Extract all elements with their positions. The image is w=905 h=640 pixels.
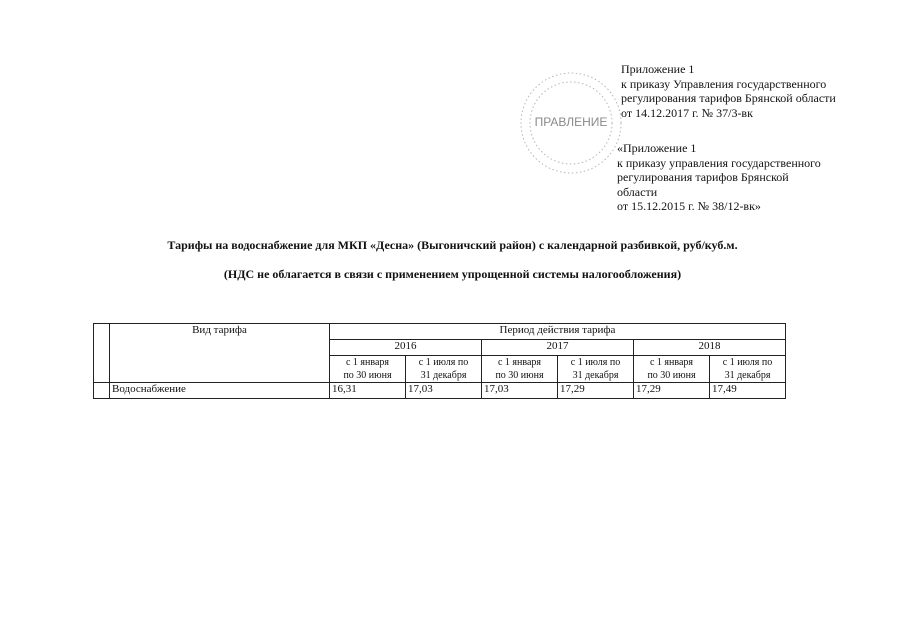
- period-line: по 30 июня: [495, 370, 544, 381]
- tariff-value: 17,49: [710, 383, 786, 399]
- period-header: [710, 356, 786, 383]
- period-line: с 1 июля по: [418, 357, 469, 368]
- tariff-value: 17,29: [558, 383, 634, 399]
- period-header: [330, 356, 406, 383]
- tariff-value: 17,03: [406, 383, 482, 399]
- header-tariff-type: Вид тарифа: [110, 324, 330, 383]
- appendix-line: «Приложение 1: [617, 141, 697, 155]
- year-header: 2018: [634, 340, 786, 356]
- header-period: Период действия тарифа: [330, 324, 786, 340]
- period-line: 31 декабря: [572, 370, 619, 381]
- official-stamp: [516, 68, 626, 178]
- appendix-previous: [617, 141, 821, 214]
- period-line: с 1 июля по: [722, 357, 773, 368]
- table-row: [94, 383, 786, 399]
- period-line: по 30 июня: [343, 370, 392, 381]
- year-header: 2016: [330, 340, 482, 356]
- appendix-line: к приказу Управления государственного: [621, 76, 827, 91]
- period-header: [558, 356, 634, 383]
- tariff-value: 17,29: [634, 383, 710, 399]
- year-header: 2017: [482, 340, 634, 356]
- period-header: [406, 356, 482, 383]
- tariff-name: Водоснабжение: [110, 383, 330, 399]
- appendix-line: регулирования тарифов Брянской области: [621, 91, 836, 105]
- period-line: по 30 июня: [647, 370, 696, 381]
- document-subtitle: (НДС не облагается в связи с применением упрощенной системы налогообложения): [223, 267, 682, 281]
- tariff-value: 17,03: [482, 383, 558, 399]
- tariff-value: 16,31: [330, 383, 406, 399]
- appendix-current: [621, 62, 836, 120]
- appendix-line: регулирования тарифов Брянской: [617, 170, 789, 184]
- period-line: с 1 января: [649, 357, 694, 368]
- index-cell: [94, 324, 110, 383]
- period-line: 31 декабря: [724, 370, 771, 381]
- period-line: с 1 января: [345, 357, 390, 368]
- period-line: с 1 января: [497, 357, 542, 368]
- appendix-line: Приложение 1: [621, 62, 695, 76]
- index-cell: [94, 383, 110, 399]
- stamp-text: ПРАВЛЕНИЕ: [534, 115, 608, 129]
- period-header: [482, 356, 558, 383]
- appendix-line: к приказу управления государственного: [617, 155, 821, 170]
- tariff-table: [93, 323, 786, 399]
- appendix-line: от 14.12.2017 г. № 37/3-вк: [621, 105, 753, 120]
- period-header: [634, 356, 710, 383]
- period-line: 31 декабря: [420, 370, 467, 381]
- period-line: с 1 июля по: [570, 357, 621, 368]
- appendix-line: от 15.12.2015 г. № 38/12-вк»: [617, 199, 761, 213]
- document-title: Тарифы на водоснабжение для МКП «Десна» (Выгоничский район) с календарной разбивкой, руб/куб.м.: [167, 238, 738, 252]
- appendix-line: области: [617, 184, 658, 199]
